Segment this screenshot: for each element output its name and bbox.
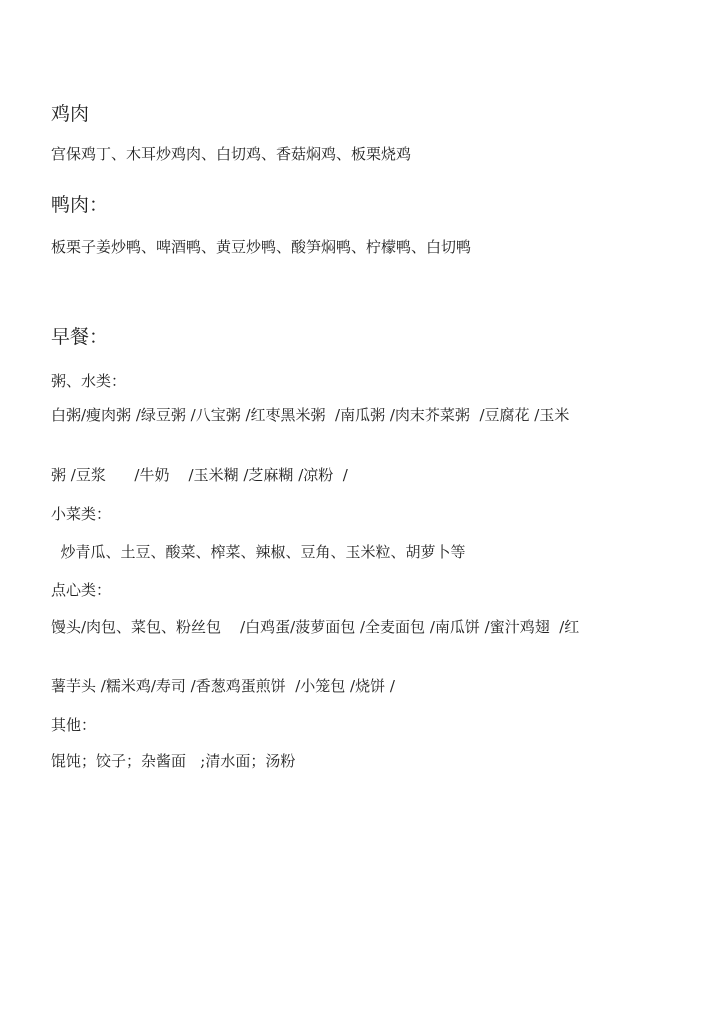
porridge-heading: 粥、水类： <box>51 372 127 390</box>
duck-heading: 鸭肉： <box>51 194 109 216</box>
snacks-line-2: 薯芋头 /糯米鸡/寿司 /香葱鸡蛋煎饼 /小笼包 /烧饼 / <box>51 677 395 695</box>
porridge-line-2: 粥 /豆浆 /牛奶 /玉米糊 /芝麻糊 /凉粉 / <box>51 466 348 484</box>
other-items: 馄饨；饺子；杂酱面 ;清水面；汤粉 <box>51 752 296 770</box>
sides-items: 炒青瓜、土豆、酸菜、榨菜、辣椒、豆角、玉米粒、胡萝卜等 <box>51 543 466 561</box>
porridge-line-1: 白粥/瘦肉粥 /绿豆粥 /八宝粥 /红枣黑米粥 /南瓜粥 /肉末芥菜粥 /豆腐花 /玉米 <box>51 406 570 424</box>
snacks-heading: 点心类： <box>51 581 112 599</box>
sides-heading: 小菜类： <box>51 505 112 523</box>
chicken-heading: 鸡肉 <box>51 103 90 125</box>
snacks-line-1: 馒头/肉包、菜包、粉丝包 /白鸡蛋/菠萝面包 /全麦面包 /南瓜饼 /蜜汁鸡翅 /红 <box>51 618 580 636</box>
breakfast-heading: 早餐： <box>51 326 109 348</box>
duck-items: 板栗子姜炒鸭、啤酒鸭、黄豆炒鸭、酸笋焖鸭、柠檬鸭、白切鸭 <box>51 238 472 256</box>
other-heading: 其他： <box>51 716 97 734</box>
chicken-items: 宫保鸡丁、木耳炒鸡肉、白切鸡、香菇焖鸡、板栗烧鸡 <box>51 145 412 163</box>
